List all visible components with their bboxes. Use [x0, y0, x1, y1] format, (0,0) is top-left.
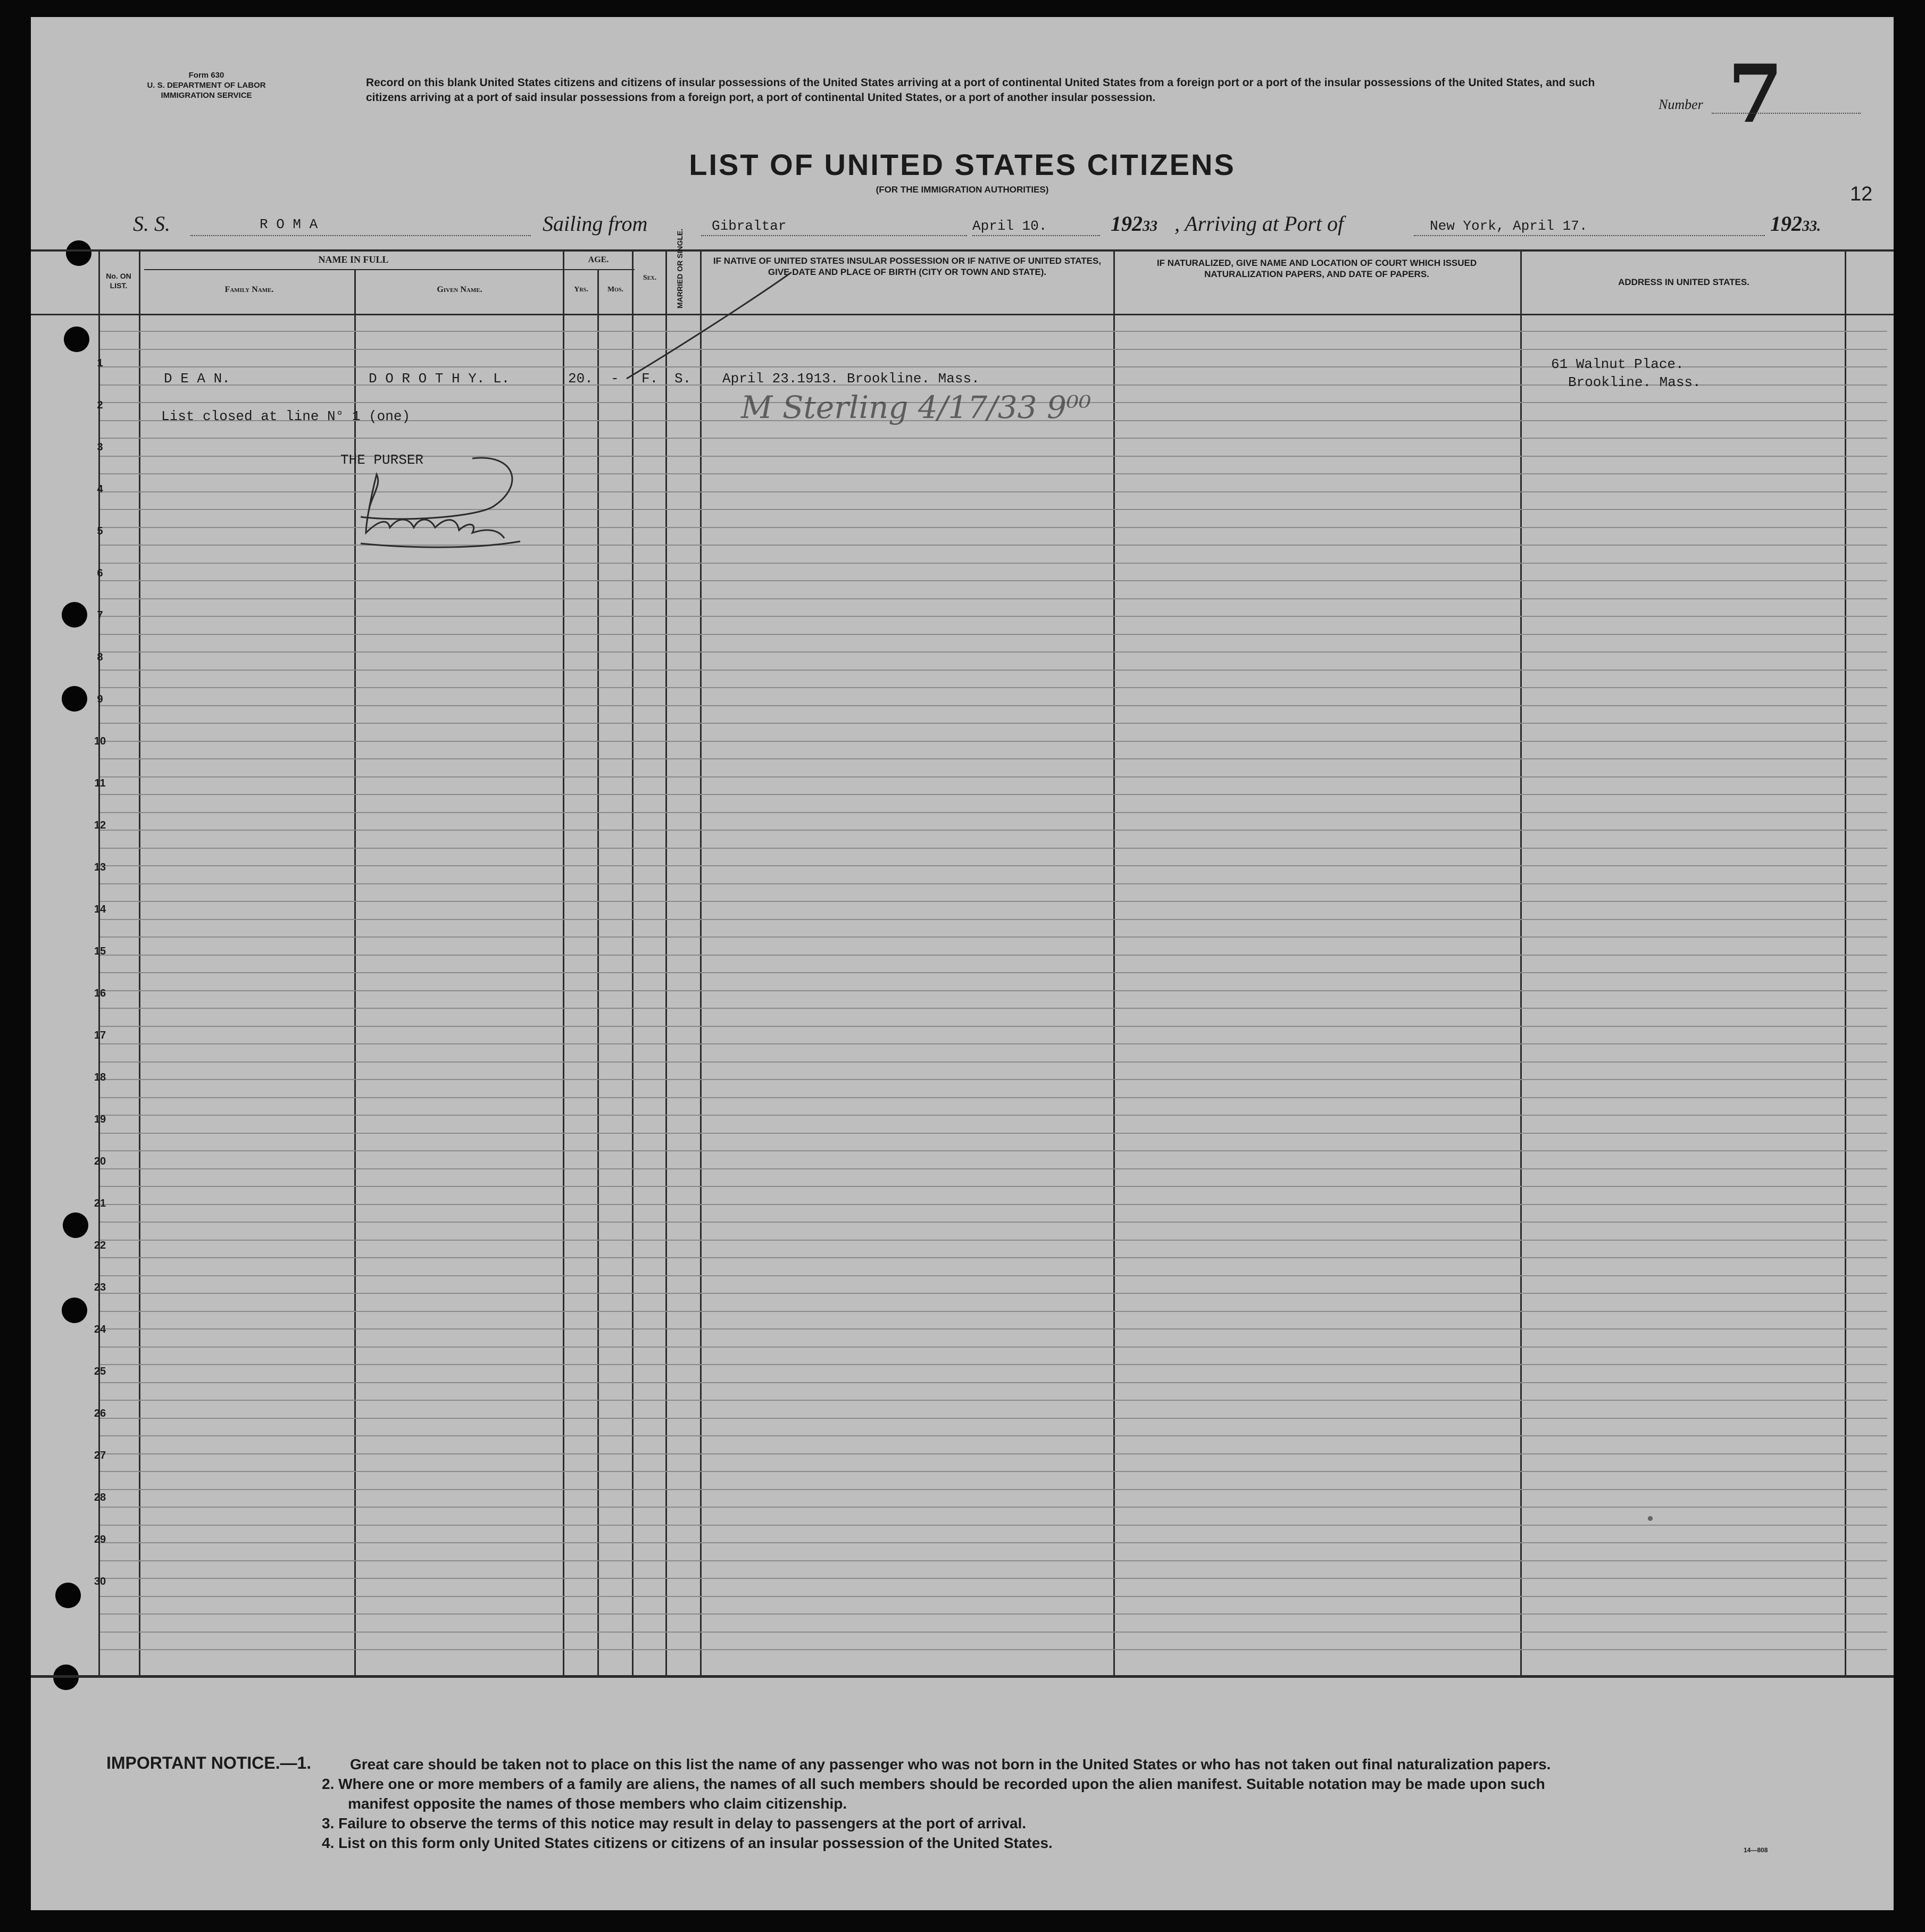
ruled-line — [100, 616, 1887, 617]
arriving-port-line — [1414, 235, 1765, 236]
line-number: 20 — [94, 1156, 106, 1167]
table-header-bottom — [31, 314, 1894, 315]
ruled-line — [100, 883, 1887, 884]
col-header-naturalized: IF NATURALIZED, GIVE NAME AND LOCATION OF COURT WHICH ISSUED NATURALIZATION PAPERS, AND DATE OF PAPERS. — [1156, 258, 1477, 279]
col-line — [563, 249, 564, 1676]
ruled-line — [100, 349, 1887, 350]
ruled-line — [100, 865, 1887, 866]
line-number: 9 — [97, 693, 103, 705]
line-number: 13 — [94, 862, 106, 873]
notice-item-3: 3. Failure to observe the terms of this notice may result in delay to passengers at the port of arrival. — [322, 1815, 1027, 1831]
sailing-year — [1111, 211, 1157, 236]
entry-age-months: - — [611, 371, 619, 387]
closing-note: List closed at line N° 1 (one) — [161, 408, 411, 424]
ruled-line — [100, 919, 1887, 920]
ruled-line — [100, 1008, 1887, 1009]
ruled-line — [100, 1115, 1887, 1116]
list-number: 7 — [1728, 47, 1784, 141]
ruled-line — [100, 1453, 1887, 1454]
ruled-line — [100, 830, 1887, 831]
ship-name: R O M A — [260, 216, 318, 232]
col-header-marital: MARRIED OR SINGLE. — [676, 228, 684, 308]
notice-item-2a: 2. Where one or more members of a family are aliens, the names of all such members should be recorded upon the alien manifest. Suitable notation may be made upon such — [322, 1776, 1545, 1792]
col-header-no: No. ON LIST. — [106, 272, 131, 290]
ruled-line — [100, 955, 1887, 956]
col-line — [1520, 249, 1522, 1676]
ruled-line — [100, 1133, 1887, 1134]
ruled-line — [100, 776, 1887, 777]
line-number: 1 — [97, 357, 103, 369]
line-number: 16 — [94, 988, 106, 999]
ruled-line — [100, 1346, 1887, 1348]
ruled-line — [100, 1525, 1887, 1526]
ruled-line — [100, 705, 1887, 706]
col-header-name-in-full: NAME IN FULL — [318, 254, 389, 265]
notice-item-4: 4. List on this form only United States citizens or citizens of an insular possession of the United States. — [322, 1835, 1053, 1851]
line-number: 5 — [97, 525, 103, 537]
check-stroke — [616, 267, 797, 384]
ruled-line — [100, 1257, 1887, 1258]
ruled-line — [100, 1293, 1887, 1294]
line-number: 7 — [97, 609, 103, 621]
line-number: 28 — [94, 1492, 106, 1503]
col-header-given-name: Given Name. — [437, 285, 482, 294]
purser-label: THE PURSER — [340, 452, 424, 468]
line-number: 24 — [94, 1324, 106, 1335]
ruled-line — [100, 1328, 1887, 1329]
sailing-port-line — [701, 235, 967, 236]
ruled-line — [100, 1578, 1887, 1579]
ruled-line — [100, 580, 1887, 581]
ruled-line — [100, 1311, 1887, 1312]
ruled-line — [100, 1489, 1887, 1490]
ruled-line — [100, 1418, 1887, 1419]
sailing-year-suffix: 33 — [1143, 218, 1157, 235]
ruled-line — [100, 936, 1887, 938]
name-subheader-line — [144, 269, 570, 270]
ruled-line — [100, 651, 1887, 653]
ruled-line — [100, 1542, 1887, 1543]
col-line — [1845, 249, 1846, 1676]
ship-label: S. S. — [133, 212, 170, 236]
ruled-line — [100, 1061, 1887, 1063]
col-line — [665, 249, 667, 1676]
line-number: 2 — [97, 399, 103, 411]
line-number: 6 — [97, 567, 103, 579]
line-number: 29 — [94, 1534, 106, 1545]
ruled-line — [100, 1043, 1887, 1044]
col-line — [597, 270, 599, 1676]
col-line — [139, 249, 140, 1676]
col-header-sex: Sex. — [643, 274, 657, 282]
line-number: 30 — [94, 1576, 106, 1587]
line-number: 27 — [94, 1450, 106, 1461]
sailing-year-prefix: 192 — [1111, 212, 1143, 236]
stray-mark: • — [1645, 1509, 1655, 1529]
punch-hole — [55, 1583, 81, 1608]
notice-item-1: Great care should be taken not to place on this list the name of any passenger who was not born in the United States or who has not taken out final naturalization papers. — [350, 1756, 1551, 1772]
page-title: LIST OF UNITED STATES CITIZENS — [689, 148, 1236, 181]
number-label: Number — [1659, 97, 1703, 112]
line-number: 26 — [94, 1408, 106, 1419]
ruled-line — [100, 848, 1887, 849]
inspector-notation: M Sterling 4/17/33 9⁰⁰ — [741, 389, 1091, 425]
number-underline — [1712, 113, 1861, 114]
entry-address-line2: Brookline. Mass. — [1568, 374, 1701, 390]
punch-hole — [63, 1212, 88, 1238]
col-line — [632, 249, 634, 1676]
table-bottom-border — [31, 1675, 1894, 1678]
col-header-address: ADDRESS IN UNITED STATES. — [1618, 277, 1749, 287]
ruled-line — [100, 1507, 1887, 1508]
ruled-line — [100, 901, 1887, 902]
ruled-line — [100, 1240, 1887, 1241]
department-name: U. S. DEPARTMENT OF LABOR — [147, 81, 266, 90]
ship-name-line — [190, 235, 531, 236]
ruled-line — [100, 1150, 1887, 1151]
col-header-yrs: Yrs. — [574, 286, 588, 294]
ruled-line — [100, 1079, 1887, 1080]
ruled-line — [100, 1204, 1887, 1205]
ruled-line — [100, 1471, 1887, 1472]
purser-signature — [339, 437, 541, 554]
col-header-native-birth: IF NATIVE OF UNITED STATES INSULAR POSSESSION OR IF NATIVE OF UNITED STATES, GIVE DATE AND PLACE OF BIRTH (CITY OR TOWN AND STATE). — [713, 256, 1102, 277]
line-number: 21 — [94, 1198, 106, 1209]
line-number: 12 — [94, 819, 106, 831]
col-header-age: AGE. — [588, 255, 609, 264]
line-number: 15 — [94, 946, 106, 957]
ruled-line — [100, 670, 1887, 671]
ruled-line — [100, 1400, 1887, 1401]
service-name: IMMIGRATION SERVICE — [161, 91, 252, 100]
sailing-date-line — [972, 235, 1100, 236]
ruled-line — [100, 723, 1887, 724]
line-number: 17 — [94, 1030, 106, 1041]
form-number: Form 630 — [188, 71, 224, 80]
entry-age-years: 20. — [568, 371, 593, 387]
ruled-line — [100, 331, 1887, 332]
punch-hole — [62, 1298, 87, 1323]
col-line — [1113, 249, 1115, 1676]
form-identifier — [100, 70, 313, 101]
ruled-line — [100, 1186, 1887, 1187]
manifest-sheet — [31, 17, 1894, 1910]
col-header-mos: Mos. — [607, 286, 624, 294]
line-number: 25 — [94, 1366, 106, 1377]
ruled-line — [100, 598, 1887, 599]
ruled-line — [100, 1382, 1887, 1383]
ruled-line — [100, 634, 1887, 635]
line-number: 18 — [94, 1072, 106, 1083]
ruled-line — [100, 794, 1887, 795]
record-instructions: Record on this blank United States citizens and citizens of insular possessions of the United States arriving at a port of continental United States from a foreign port or a port of the insular possessions of the United States, and such citizens arriving at a port of said insular possessions from a foreign port, a port of continental United States, or a port of another insular possession. — [366, 77, 1595, 104]
punch-hole — [66, 240, 91, 266]
line-number: 14 — [94, 904, 106, 915]
ruled-line — [100, 1435, 1887, 1436]
arrival-year — [1770, 211, 1821, 236]
ruled-line — [100, 1560, 1887, 1561]
entry-given-name: D O R O T H Y. L. — [369, 371, 510, 387]
ruled-line — [100, 1275, 1887, 1276]
sailing-port: Gibraltar — [712, 218, 787, 234]
ruled-line — [100, 758, 1887, 759]
line-number: 22 — [94, 1240, 106, 1251]
sailing-label: Sailing from — [543, 212, 648, 236]
line-number: 8 — [97, 651, 103, 663]
line-number: 10 — [94, 735, 106, 747]
entry-birth: April 23.1913. Brookline. Mass. — [722, 371, 980, 387]
arriving-label: , Arriving at Port of — [1174, 212, 1344, 236]
entry-family-name: D E A N. — [164, 371, 230, 387]
page-subtitle: (FOR THE IMMIGRATION AUTHORITIES) — [876, 185, 1049, 195]
ruled-line — [100, 563, 1887, 564]
ruled-line — [100, 812, 1887, 813]
page-number: 12 — [1850, 183, 1873, 205]
sailing-date: April 10. — [972, 218, 1047, 234]
ruled-line — [100, 1097, 1887, 1098]
ruled-line — [100, 1596, 1887, 1597]
ruled-line — [100, 1222, 1887, 1223]
ruled-line — [100, 1026, 1887, 1027]
line-number: 19 — [94, 1114, 106, 1125]
ruled-line — [100, 1613, 1887, 1615]
arrival-year-prefix: 192 — [1770, 212, 1802, 236]
ruled-line — [100, 1364, 1887, 1365]
entry-sex: F. — [641, 371, 659, 387]
ruled-line — [100, 1168, 1887, 1169]
line-number: 4 — [97, 483, 103, 495]
ruled-line — [100, 990, 1887, 991]
ruled-line — [100, 687, 1887, 688]
col-header-family-name: Family Name. — [224, 285, 274, 294]
line-number: 23 — [94, 1282, 106, 1293]
entry-marital: S. — [674, 371, 691, 387]
arriving-port: New York, April 17. — [1430, 218, 1588, 234]
ruled-line — [100, 972, 1887, 973]
table-top-border — [31, 249, 1894, 252]
col-line — [700, 249, 702, 1676]
col-line — [98, 249, 100, 1676]
line-number: 11 — [94, 777, 106, 789]
form-print-code: 14—808 — [1744, 1846, 1768, 1854]
entry-address-line1: 61 Walnut Place. — [1551, 356, 1684, 372]
line-number: 3 — [97, 441, 103, 453]
arrival-year-suffix: 33. — [1802, 218, 1821, 235]
notice-title: IMPORTANT NOTICE.—1. — [106, 1753, 312, 1772]
notice-item-2b: manifest opposite the names of those members who claim citizenship. — [348, 1795, 847, 1812]
ruled-line — [100, 741, 1887, 742]
ruled-line — [100, 1632, 1887, 1633]
punch-hole — [64, 327, 89, 352]
ruled-line — [100, 1649, 1887, 1650]
